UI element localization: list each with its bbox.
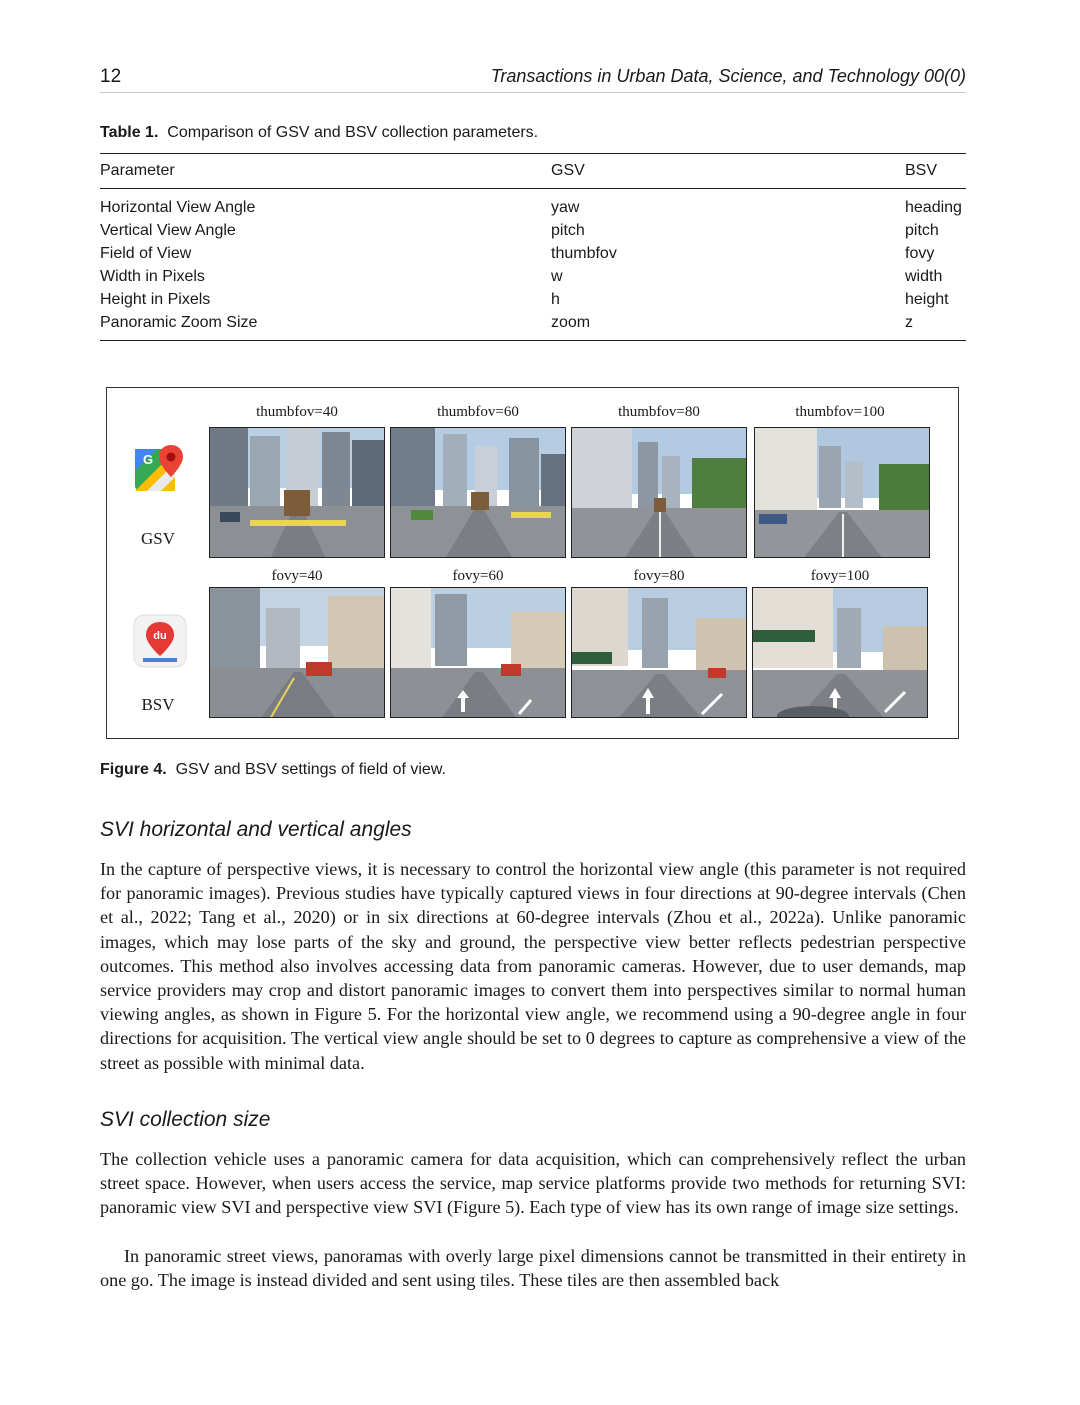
baidu-logo-letters: du: [153, 630, 167, 642]
table-row: [100, 288, 966, 311]
table-cell: Vertical View Angle: [100, 222, 236, 239]
table-cell: w: [551, 268, 563, 285]
bsv-fov-label: fovy=40: [271, 568, 323, 584]
gsv-fov-label: thumbfov=40: [256, 404, 338, 420]
section-heading: SVI horizontal and vertical angles: [100, 818, 412, 841]
table-row: [100, 189, 966, 220]
table-cell: Field of View: [100, 245, 192, 262]
table-cell: heading: [905, 199, 962, 216]
table-cell: pitch: [905, 222, 939, 239]
table-row: [100, 311, 966, 341]
table-cell: width: [905, 268, 943, 285]
bsv-fov-label: fovy=60: [452, 568, 504, 584]
table-cell: Horizontal View Angle: [100, 199, 256, 216]
table-cell: h: [551, 291, 560, 308]
journal-title: Transactions in Urban Data, Science, and Technology 00(0): [490, 66, 966, 86]
page-number: 12: [100, 66, 122, 87]
bsv-street-photo: [752, 587, 928, 718]
google-maps-logo: [133, 443, 185, 495]
table-row: [100, 242, 966, 265]
bsv-row-label: BSV: [141, 695, 175, 714]
gsv-fov-label: thumbfov=80: [618, 404, 700, 420]
gsv-street-photo: [571, 427, 747, 558]
bsv-street-photo: [571, 587, 747, 718]
bsv-street-photo: [390, 587, 566, 718]
bsv-street-photo: [209, 587, 385, 718]
figure-label: Figure 4.: [100, 761, 167, 778]
bsv-fov-label: fovy=100: [810, 568, 870, 584]
table-cell: yaw: [551, 199, 580, 216]
section-heading: SVI collection size: [100, 1108, 271, 1131]
column-header: GSV: [551, 154, 905, 189]
figure-caption-text: GSV and BSV settings of field of view.: [175, 761, 446, 778]
figure-fov-comparison: [106, 387, 959, 739]
baidu-maps-logo: [133, 614, 187, 668]
table-cell: height: [905, 291, 949, 308]
gsv-street-photo: [209, 427, 385, 558]
bsv-fov-label: fovy=80: [633, 568, 685, 584]
table-header-row: [100, 154, 966, 189]
gsv-street-photo: [754, 427, 930, 558]
table-caption-text: Comparison of GSV and BSV collection parameters.: [167, 124, 539, 141]
running-header: [100, 64, 966, 93]
table-cell: Panoramic Zoom Size: [100, 311, 551, 341]
parameter-table: [100, 153, 966, 341]
table-label: Table 1.: [100, 124, 159, 141]
table-caption: [100, 124, 538, 142]
table-cell: z: [905, 311, 966, 341]
gsv-fov-label: thumbfov=100: [795, 404, 885, 420]
table-cell: fovy: [905, 245, 935, 262]
column-header: Parameter: [100, 154, 551, 189]
table-cell: zoom: [551, 311, 905, 341]
body-paragraph: In panoramic street views, panoramas with overly large pixel dimensions cannot be transmitted in their entirety in one go. The image is instead divided and sent using tiles. These tiles are then assembled back: [100, 1246, 966, 1291]
table-row: [100, 219, 966, 242]
table-cell: pitch: [551, 222, 585, 239]
table-cell: Height in Pixels: [100, 291, 211, 308]
table-cell: thumbfov: [551, 245, 617, 262]
gsv-fov-label: thumbfov=60: [437, 404, 519, 420]
body-paragraph: In the capture of perspective views, it is necessary to control the horizontal view angle (this parameter is not required for panoramic images). Previous studies have typically captured views in four directions at 90-degree intervals (Chen et al., 2022; Tang et al., 2020) or in six directions at 60-degree intervals (Zhou et al., 2022a). Unlike panoramic images, which may lose parts of the sky and ground, the perspective view better reflects pedestrian perspective outcomes. This method also involves accessing data from panoramic cameras. However, due to user demands, map service providers may crop and distort panoramic images to convert them into perspectives similar to normal human viewing angles, as shown in Figure 5. For the horizontal view angle, we recommend using a 90-degree angle in four directions for acquisition. The vertical view angle should be set to 0 degrees to capture as comprehensive a view of the street as possible with minimal data.: [100, 859, 966, 1073]
gsv-row-label: GSV: [140, 529, 175, 548]
column-header: BSV: [905, 154, 966, 189]
google-logo-letter: G: [143, 452, 154, 467]
body-paragraph: The collection vehicle uses a panoramic camera for data acquisition, which can comprehensively reflect the urban street space. However, when users access the service, map service platforms provide two methods for returning SVI: panoramic view SVI and perspective view SVI (Figure 5). Each type of view has its own range of image size settings.: [100, 1149, 966, 1218]
figure-caption: [100, 761, 446, 779]
table-cell: Width in Pixels: [100, 268, 205, 285]
gsv-street-photo: [390, 427, 566, 558]
table-row: [100, 265, 966, 288]
